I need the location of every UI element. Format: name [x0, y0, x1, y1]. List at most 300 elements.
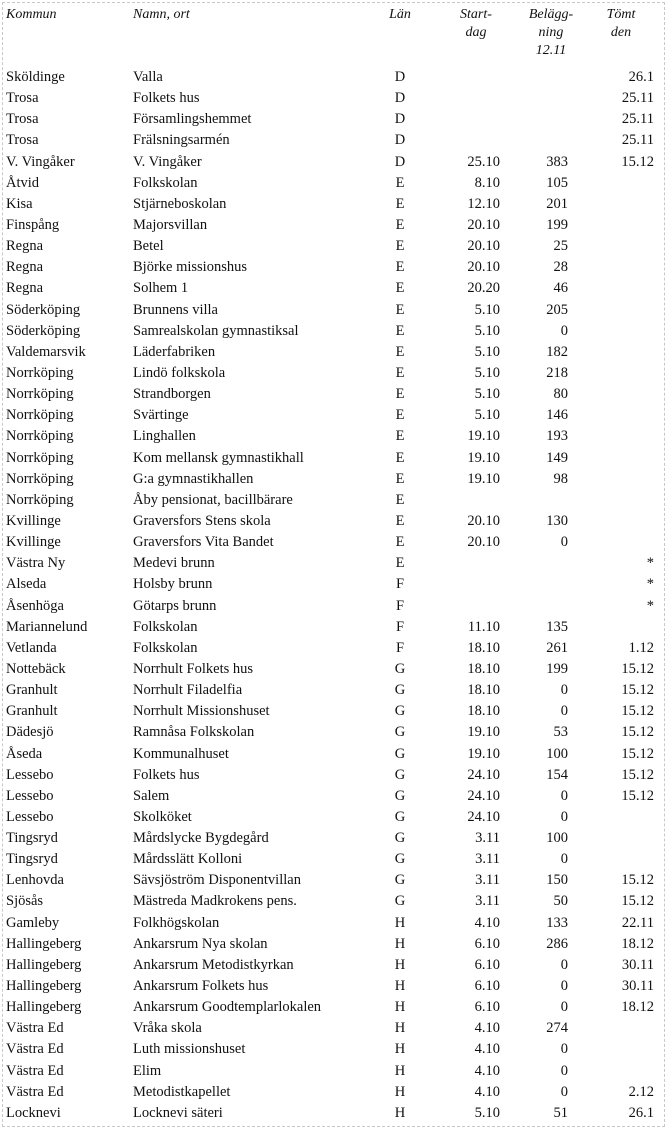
cell-namn-ort: Församlingshemmet [133, 111, 252, 128]
cell-startdag: 6.10 [474, 999, 500, 1016]
cell-startdag: 6.10 [474, 935, 500, 952]
cell-tomt-den: * [646, 555, 654, 572]
cell-kommun: Västra Ed [6, 1062, 64, 1079]
cell-lan: G [394, 893, 406, 910]
cell-lan: E [395, 386, 405, 403]
cell-startdag: 6.10 [474, 956, 500, 973]
cell-startdag: 5.10 [474, 322, 500, 339]
cell-lan: H [394, 1104, 406, 1121]
cell-lan: E [395, 174, 405, 191]
table-row [0, 490, 669, 511]
cell-namn-ort: Frälsningsarmén [133, 132, 230, 149]
cell-kommun: Åtvid [6, 174, 40, 191]
table-row [0, 765, 669, 786]
cell-kommun: Gamleby [6, 914, 60, 931]
table-row [0, 194, 669, 215]
cell-lan: G [394, 724, 406, 741]
cell-namn-ort: Majorsvillan [133, 216, 208, 233]
cell-namn-ort: Sävsjöström Disponentvillan [133, 872, 301, 889]
cell-belaggning: 130 [546, 512, 568, 529]
cell-namn-ort: Vråka skola [133, 1020, 202, 1037]
cell-startdag: 4.10 [474, 1041, 500, 1058]
table-row [0, 342, 669, 363]
cell-belaggning: 182 [546, 343, 568, 360]
cell-namn-ort: Elim [133, 1062, 162, 1079]
cell-belaggning: 0 [560, 1083, 568, 1100]
cell-tomt-den: 26.1 [628, 69, 654, 85]
table-row [0, 1082, 669, 1103]
cell-tomt-den: 30.11 [621, 956, 654, 973]
table-row [0, 744, 669, 765]
cell-tomt-den: * [646, 576, 654, 593]
cell-kommun: Lenhovda [6, 872, 64, 889]
cell-belaggning: 0 [560, 851, 568, 868]
cell-lan: H [394, 914, 406, 931]
cell-namn-ort: Folkhögskolan [133, 914, 220, 931]
cell-kommun: Trosa [6, 90, 39, 107]
cell-belaggning: 0 [560, 1041, 568, 1058]
cell-lan: H [394, 956, 406, 973]
table-row [0, 1018, 669, 1039]
cell-lan: F [395, 618, 405, 635]
cell-lan: E [395, 259, 405, 276]
cell-lan: D [394, 132, 406, 149]
table-row [0, 913, 669, 934]
cell-belaggning: 150 [546, 872, 568, 889]
cell-startdag: 18.10 [467, 639, 500, 656]
table-header [0, 6, 669, 68]
cell-namn-ort: Kom mellansk gymnastikhall [133, 449, 304, 466]
cell-lan: E [395, 301, 405, 318]
cell-tomt-den: 30.11 [621, 978, 654, 995]
table-row [0, 405, 669, 426]
cell-tomt-den: 25.11 [621, 90, 654, 107]
cell-namn-ort: Norrhult Filadelfia [133, 682, 243, 699]
table-row [0, 300, 669, 321]
cell-namn-ort: Linghallen [133, 428, 196, 445]
table-body [0, 67, 669, 1124]
cell-startdag: 8.10 [474, 174, 500, 191]
cell-belaggning: 0 [560, 978, 568, 995]
cell-namn-ort: Folkets hus [133, 90, 200, 107]
cell-kommun: Västra Ed [6, 1041, 64, 1058]
cell-namn-ort: Locknevi säteri [133, 1104, 223, 1121]
cell-kommun: Kvillinge [6, 534, 61, 551]
cell-startdag: 6.10 [474, 978, 500, 995]
cell-namn-ort: Brunnens villa [133, 301, 218, 318]
cell-tomt-den: 15.12 [621, 893, 654, 910]
cell-lan: E [395, 238, 405, 255]
table-row [0, 976, 669, 997]
cell-belaggning: 50 [553, 893, 568, 910]
cell-startdag: 3.11 [475, 872, 500, 889]
cell-kommun: Alseda [6, 576, 47, 593]
cell-tomt-den: 18.12 [621, 935, 654, 952]
cell-namn-ort: Ankarsrum Goodtemplarlokalen [133, 999, 322, 1016]
cell-kommun: Norrköping [6, 364, 74, 381]
cell-namn-ort: Götarps brunn [133, 597, 217, 614]
cell-lan: E [395, 407, 405, 424]
cell-lan: F [395, 597, 405, 614]
cell-namn-ort: Ankarsrum Nya skolan [133, 935, 268, 952]
cell-lan: E [395, 449, 405, 466]
cell-kommun: Söderköping [6, 301, 81, 318]
cell-startdag: 20.10 [467, 512, 500, 529]
header-belaggning-line-3: 12.11 [535, 43, 567, 58]
cell-startdag: 5.10 [474, 386, 500, 403]
cell-namn-ort: Graversfors Vita Bandet [133, 534, 274, 551]
table-row [0, 532, 669, 553]
cell-lan: G [394, 660, 406, 677]
cell-namn-ort: Svärtinge [133, 407, 189, 424]
cell-lan: E [395, 322, 405, 339]
table-row [0, 511, 669, 532]
cell-namn-ort: V. Vingåker [133, 153, 202, 170]
cell-lan: H [394, 978, 406, 995]
table-row [0, 891, 669, 912]
table-row [0, 236, 669, 257]
cell-kommun: Åsenhöga [6, 597, 64, 614]
cell-namn-ort: Ankarsrum Folkets hus [133, 978, 269, 995]
cell-lan: H [394, 999, 406, 1016]
cell-lan: G [394, 787, 406, 804]
table-row [0, 680, 669, 701]
cell-startdag: 19.10 [467, 428, 500, 445]
cell-namn-ort: Medevi brunn [133, 555, 215, 572]
cell-tomt-den: 22.11 [621, 914, 654, 931]
cell-startdag: 3.11 [475, 893, 500, 910]
cell-kommun: Kisa [6, 195, 33, 212]
cell-lan: G [394, 830, 406, 847]
cell-kommun: Västra Ny [6, 555, 66, 572]
cell-tomt-den: 25.11 [621, 132, 654, 149]
cell-kommun: Hallingeberg [6, 999, 82, 1016]
cell-kommun: Regna [6, 238, 44, 255]
cell-belaggning: 0 [560, 322, 568, 339]
cell-tomt-den: 15.12 [621, 682, 654, 699]
cell-namn-ort: Björke missionshus [133, 259, 247, 276]
cell-belaggning: 286 [546, 935, 568, 952]
cell-kommun: Lessebo [6, 787, 54, 804]
cell-startdag: 3.11 [475, 851, 500, 868]
cell-lan: D [394, 111, 406, 128]
cell-startdag: 20.10 [467, 216, 500, 233]
cell-namn-ort: Metodistkapellet [133, 1083, 231, 1100]
cell-namn-ort: Åby pensionat, bacillbärare [133, 491, 293, 508]
cell-lan: F [395, 639, 405, 656]
cell-lan: G [394, 703, 406, 720]
cell-kommun: Granhult [6, 703, 58, 720]
header-kommun: Kommun [6, 7, 57, 22]
table-row [0, 1061, 669, 1082]
cell-belaggning: 274 [546, 1020, 568, 1037]
header-startdag [448, 6, 504, 42]
cell-kommun: V. Vingåker [6, 153, 75, 170]
cell-startdag: 5.10 [474, 1104, 500, 1121]
cell-namn-ort: Skolköket [133, 808, 192, 825]
cell-kommun: Mariannelund [6, 618, 88, 635]
cell-belaggning: 105 [546, 174, 568, 191]
table-row [0, 130, 669, 151]
cell-lan: G [394, 682, 406, 699]
cell-namn-ort: Strandborgen [133, 386, 211, 403]
cell-kommun: Locknevi [6, 1104, 61, 1121]
cell-kommun: Norrköping [6, 449, 74, 466]
cell-belaggning: 0 [560, 956, 568, 973]
cell-startdag: 3.11 [475, 830, 500, 847]
cell-namn-ort: Läderfabriken [133, 343, 216, 360]
cell-startdag: 24.10 [467, 808, 500, 825]
table-row [0, 870, 669, 891]
cell-belaggning: 205 [546, 301, 568, 318]
table-row [0, 152, 669, 173]
cell-namn-ort: Kommunalhuset [133, 745, 229, 762]
cell-belaggning: 135 [546, 618, 568, 635]
table-row [0, 88, 669, 109]
cell-belaggning: 218 [546, 364, 568, 381]
cell-kommun: Hallingeberg [6, 935, 82, 952]
cell-kommun: Norrköping [6, 407, 74, 424]
cell-tomt-den: 15.12 [621, 153, 654, 170]
header-lan: Län [389, 7, 411, 22]
cell-tomt-den: 15.12 [621, 766, 654, 783]
table-row [0, 426, 669, 447]
cell-startdag: 4.10 [474, 914, 500, 931]
cell-lan: H [394, 1062, 406, 1079]
cell-lan: F [395, 576, 405, 593]
cell-lan: E [395, 364, 405, 381]
cell-kommun: Regna [6, 280, 44, 297]
header-tomt-line-2: den [610, 25, 632, 40]
cell-startdag: 18.10 [467, 682, 500, 699]
cell-tomt-den: 25.11 [621, 111, 654, 128]
cell-belaggning: 100 [546, 745, 568, 762]
cell-lan: H [394, 935, 406, 952]
cell-kommun: Valdemarsvik [6, 343, 86, 360]
table-row [0, 849, 669, 870]
table-row [0, 786, 669, 807]
table-row [0, 807, 669, 828]
cell-namn-ort: G:a gymnastikhallen [133, 470, 254, 487]
cell-lan: G [394, 745, 406, 762]
cell-belaggning: 98 [553, 470, 568, 487]
table-row [0, 638, 669, 659]
table-row [0, 363, 669, 384]
cell-kommun: Granhult [6, 682, 58, 699]
cell-startdag: 19.10 [467, 449, 500, 466]
table-row [0, 109, 669, 130]
cell-lan: E [395, 470, 405, 487]
cell-startdag: 19.10 [467, 470, 500, 487]
cell-namn-ort: Samrealskolan gymnastiksal [133, 322, 299, 339]
header-tomt-line-1: Tömt [606, 7, 636, 22]
table-row [0, 934, 669, 955]
cell-belaggning: 193 [546, 428, 568, 445]
cell-startdag: 25.10 [467, 153, 500, 170]
cell-namn-ort: Ramnåsa Folkskolan [133, 724, 255, 741]
table-row [0, 722, 669, 743]
cell-namn-ort: Solhem 1 [133, 280, 189, 297]
cell-startdag: 20.10 [467, 534, 500, 551]
cell-startdag: 24.10 [467, 766, 500, 783]
cell-startdag: 24.10 [467, 787, 500, 804]
cell-namn-ort: Mästreda Madkrokens pens. [133, 893, 297, 910]
cell-lan: E [395, 491, 405, 508]
cell-startdag: 4.10 [474, 1062, 500, 1079]
cell-lan: E [395, 534, 405, 551]
cell-startdag: 11.10 [467, 618, 500, 635]
cell-namn-ort: Folkets hus [133, 766, 200, 783]
cell-namn-ort: Betel [133, 238, 164, 255]
cell-lan: E [395, 555, 405, 572]
cell-tomt-den: * [646, 597, 654, 614]
cell-startdag: 20.10 [467, 259, 500, 276]
table-row [0, 448, 669, 469]
cell-lan: E [395, 280, 405, 297]
cell-kommun: Trosa [6, 111, 39, 128]
cell-kommun: Norrköping [6, 386, 74, 403]
cell-kommun: Västra Ed [6, 1083, 64, 1100]
cell-kommun: Dädesjö [6, 724, 54, 741]
cell-namn-ort: Stjärneboskolan [133, 195, 227, 212]
cell-lan: E [395, 428, 405, 445]
table-row [0, 469, 669, 490]
cell-kommun: Tingsryd [6, 830, 58, 847]
cell-namn-ort: Norrhult Folkets hus [133, 660, 254, 677]
cell-tomt-den: 15.12 [621, 872, 654, 889]
table-row [0, 1103, 669, 1124]
cell-belaggning: 0 [560, 999, 568, 1016]
cell-namn-ort: Folkskolan [133, 639, 198, 656]
table-row [0, 1039, 669, 1060]
cell-namn-ort: Norrhult Missionshuset [133, 703, 270, 720]
header-startdag-line-1: Start- [460, 7, 492, 22]
cell-kommun: Trosa [6, 132, 39, 149]
cell-namn-ort: Folkskolan [133, 618, 198, 635]
cell-namn-ort: Mårdslycke Bygdegård [133, 830, 269, 847]
cell-namn-ort: Mårdsslätt Kolloni [133, 851, 243, 868]
header-belaggning-line-2: ning [538, 25, 564, 40]
cell-belaggning: 0 [560, 1062, 568, 1079]
cell-tomt-den: 15.12 [621, 703, 654, 720]
cell-belaggning: 80 [553, 386, 568, 403]
cell-belaggning: 28 [553, 259, 568, 276]
header-tomt-den [592, 6, 650, 42]
cell-namn-ort: Folkskolan [133, 174, 198, 191]
cell-kommun: Regna [6, 259, 44, 276]
cell-belaggning: 0 [560, 682, 568, 699]
cell-belaggning: 0 [560, 787, 568, 804]
cell-lan: E [395, 343, 405, 360]
table-row [0, 67, 669, 88]
cell-belaggning: 0 [560, 534, 568, 551]
cell-namn-ort: Lindö folkskola [133, 364, 226, 381]
cell-belaggning: 261 [546, 639, 568, 656]
table-row [0, 997, 669, 1018]
table-row [0, 955, 669, 976]
cell-namn-ort: Salem [133, 787, 170, 804]
cell-namn-ort: Ankarsrum Metodistkyrkan [133, 956, 294, 973]
cell-startdag: 19.10 [467, 724, 500, 741]
cell-lan: E [395, 216, 405, 233]
cell-belaggning: 0 [560, 703, 568, 720]
cell-kommun: Kvillinge [6, 512, 61, 529]
cell-namn-ort: Luth missionshuset [133, 1041, 246, 1058]
cell-startdag: 4.10 [474, 1020, 500, 1037]
cell-startdag: 18.10 [467, 703, 500, 720]
cell-lan: G [394, 808, 406, 825]
cell-startdag: 5.10 [474, 343, 500, 360]
cell-belaggning: 100 [546, 830, 568, 847]
cell-tomt-den: 18.12 [621, 999, 654, 1016]
cell-startdag: 18.10 [467, 660, 500, 677]
cell-lan: H [394, 1041, 406, 1058]
cell-kommun: Tingsryd [6, 851, 58, 868]
cell-lan: G [394, 851, 406, 868]
cell-tomt-den: 2.12 [628, 1083, 654, 1100]
header-namn-ort: Namn, ort [133, 7, 190, 22]
cell-belaggning: 149 [546, 449, 568, 466]
cell-kommun: Söderköping [6, 322, 81, 339]
table-row [0, 701, 669, 722]
table-row [0, 574, 669, 595]
cell-kommun: Hallingeberg [6, 978, 82, 995]
table-row [0, 257, 669, 278]
table-row [0, 596, 669, 617]
table-row [0, 828, 669, 849]
cell-tomt-den: 15.12 [621, 745, 654, 762]
table-row [0, 173, 669, 194]
table-row [0, 215, 669, 236]
cell-startdag: 5.10 [474, 301, 500, 318]
cell-belaggning: 46 [553, 280, 568, 297]
cell-belaggning: 199 [546, 660, 568, 677]
header-belaggning [520, 6, 582, 60]
cell-lan: E [395, 195, 405, 212]
cell-kommun: Lessebo [6, 766, 54, 783]
cell-kommun: Norrköping [6, 491, 74, 508]
cell-kommun: Norrköping [6, 428, 74, 445]
cell-namn-ort: Holsby brunn [133, 576, 213, 593]
cell-kommun: Sjösås [6, 893, 44, 910]
cell-namn-ort: Graversfors Stens skola [133, 512, 271, 529]
cell-startdag: 20.20 [467, 280, 500, 297]
table-row [0, 278, 669, 299]
table-row [0, 321, 669, 342]
table-row [0, 553, 669, 574]
cell-startdag: 12.10 [467, 195, 500, 212]
cell-kommun: Finspång [6, 216, 60, 233]
header-startdag-line-2: dag [465, 25, 487, 40]
cell-belaggning: 133 [546, 914, 568, 931]
cell-belaggning: 51 [553, 1104, 568, 1121]
cell-tomt-den: 1.12 [628, 639, 654, 656]
cell-startdag: 20.10 [467, 238, 500, 255]
table-row [0, 659, 669, 680]
cell-belaggning: 383 [546, 153, 568, 170]
cell-belaggning: 146 [546, 407, 568, 424]
cell-lan: D [394, 90, 406, 107]
cell-belaggning: 199 [546, 216, 568, 233]
table-row [0, 617, 669, 638]
cell-belaggning: 154 [546, 766, 568, 783]
cell-kommun: Norrköping [6, 470, 74, 487]
cell-lan: D [394, 69, 406, 85]
cell-lan: H [394, 1020, 406, 1037]
cell-tomt-den: 15.12 [621, 787, 654, 804]
cell-kommun: Lessebo [6, 808, 54, 825]
cell-tomt-den: 26.1 [628, 1104, 654, 1121]
